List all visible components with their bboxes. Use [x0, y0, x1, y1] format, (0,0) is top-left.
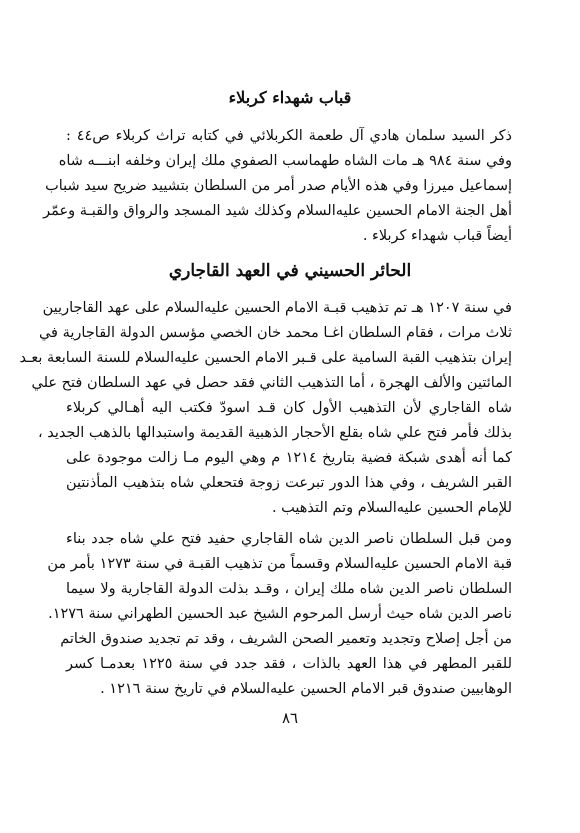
text-line: ذكر السيد سلمان هادي آل طعمة الكربلائي في كتابه تراث كربلاء ص٤٤ : [66, 128, 512, 144]
section-heading-qajar-era: الحائر الحسيني في العهد القاجاري [168, 261, 412, 281]
text-line: السلطان ناصر الدين شاه ملك إيران ، وقـد بذلت الدولة القاجارية ولا سيما [66, 581, 512, 597]
text-line: أيضاً قباب شهداء كربلاء . [362, 228, 512, 244]
text-line: ناصر الدين شاه حيث أرسل المرحوم الشيخ عبد الحسين الطهراني سنة ١٢٧٦. [48, 606, 512, 622]
text-line: ثلاث مرات ، فقام السلطان اغـا محمد خان الخصي مؤسس الدولة القاجارية في [38, 325, 512, 341]
text-line: كما أنه أهدى شبكة فضية بتاريخ ١٢١٤ م وهي اليوم مـا زالت موجودة على [66, 450, 512, 466]
text-line: بذلك فأمر فتح علي شاه بقلع الأحجار الذهبية القديمة واستبدالها بالذهب الجديد ، [37, 425, 512, 441]
text-line: للإمام الحسين عليه‌السلام وتم التذهيب . [271, 500, 512, 516]
text-line: أهل الجنة الامام الحسين عليه‌السلام وكذلك شيد المسجد والرواق والقبـة وعمّر [43, 203, 512, 219]
section-heading-karbala-martyrs-domes: قباب شهداء كربلاء [228, 88, 352, 107]
text-line: الوهابيين صندوق قبر الامام الحسين عليه‌السلام في تاريخ سنة ١٢١٦ . [100, 681, 512, 697]
page-number: ٨٦ [281, 709, 299, 727]
text-line: من أجل إصلاح وتجديد وتعمير الصحن الشريف ، وقد تم تجديد صندوق الخاتم [60, 631, 512, 647]
text-line: قبة الامام الحسين عليه‌السلام وقسماً من تذهيب القبـة في سنة ١٢٧٣ بأمر من [47, 556, 512, 572]
text-line: إيران بتذهيب القبة السامية على قـبر الامام الحسين عليه‌السلام للسنة السابعة بعـد [19, 350, 512, 366]
text-line: المائتين والألف الهجرة ، أما التذهيب الثاني فقد حصل في عهد السلطان فتح علي [31, 375, 512, 391]
text-line: القبر الشريف ، وفي هذا الدور تبرعت زوجة فتحعلي شاه بتذهيب المأذنتين [66, 475, 512, 491]
text-line: للقبر المطهر في هذا العهد بالذات ، فقد جدد في سنة ١٢٢٥ بعدمـا كسر [66, 656, 512, 672]
text-line: وفي سنة ٩٨٤ هـ مات الشاه طهماسب الصفوي ملك إيران وخلفه ابنـــه شاه [58, 153, 512, 169]
text-line: إسماعيل ميرزا وفي هذه الأيام صدر أمر من السلطان بتشييد ضريح سيد شباب [45, 178, 512, 194]
text-line: شاه القاجاري لأن التذهيب الأول كان قـد اسودّ فكتب اليه أهـالي كربلاء [66, 400, 512, 416]
text-line: ومن قبل السلطان ناصر الدين شاه القاجاري حفيد فتح علي شاه جدد بناء [66, 531, 512, 547]
text-line: في سنة ١٢٠٧ هـ تم تذهيب قبـة الامام الحسين عليه‌السلام على عهد القاجاريين [42, 300, 512, 316]
